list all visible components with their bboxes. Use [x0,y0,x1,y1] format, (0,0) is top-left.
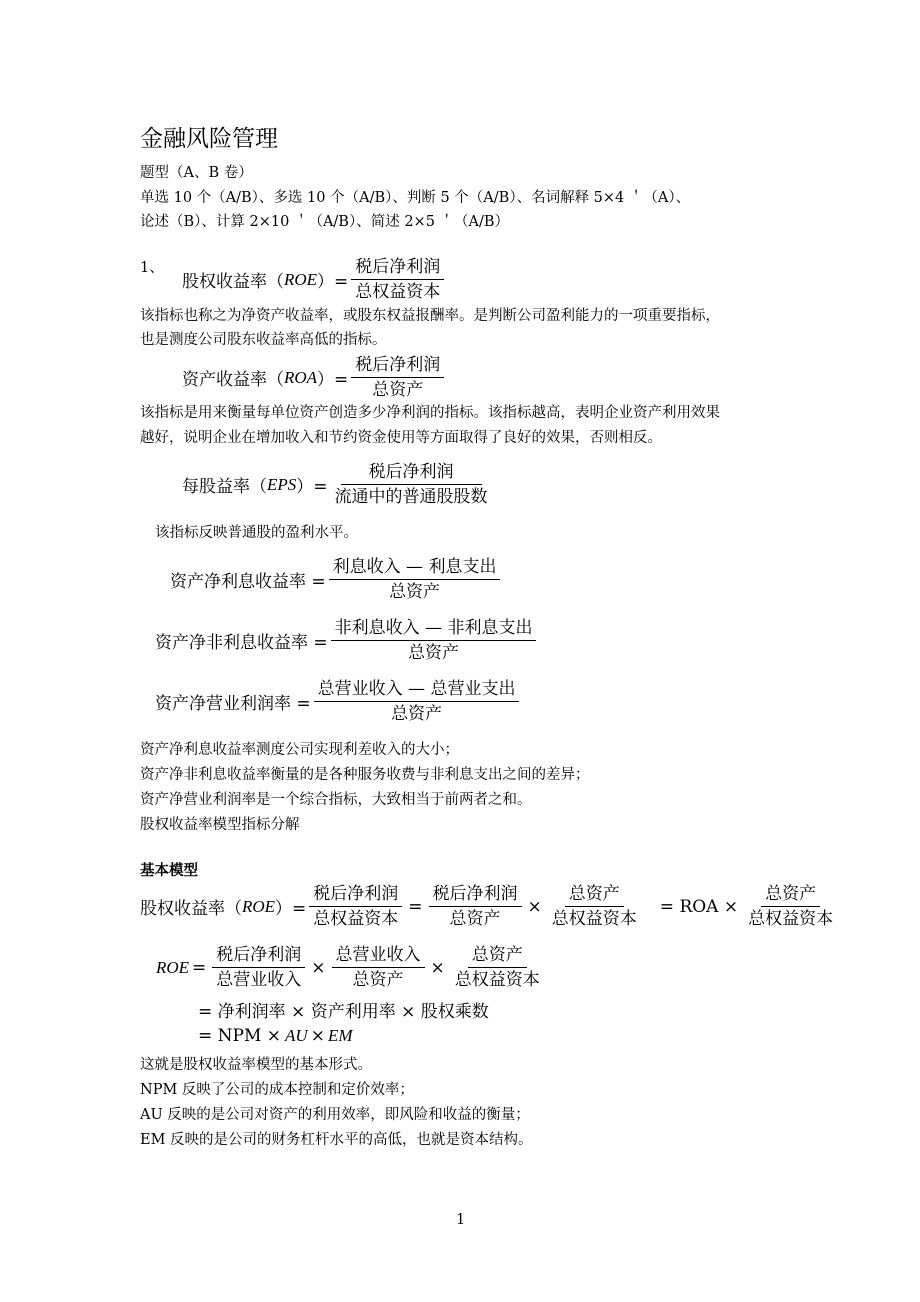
equals-sign: = [408,896,423,917]
model-eq1-frac3 [548,883,641,930]
numerator: 总资产 [761,883,820,907]
eps-formula [182,461,495,508]
roa-formula [182,354,447,401]
numerator: 总资产 [468,944,527,968]
note-line: 资产净利息收益率测度公司实现利差收入的大小； [140,742,459,758]
eps-numerator: 税后净利润 [341,461,482,485]
roa-close: ）= [317,370,349,390]
nom-numerator: 总营业收入 — 总营业支出 [314,678,520,702]
eps-denominator: 流通中的普通股股数 [334,487,488,507]
note-line: 股权收益率模型指标分解 [140,817,300,833]
exam-type: 题型（A、B 卷） [140,165,253,181]
model-desc-line: NPM 反映了公司的成本控制和定价效率； [140,1082,414,1098]
nom-label: 资产净营业利润率 = [155,694,311,714]
denominator: 总权益资本 [313,909,399,929]
eps-label: 每股益率（ [182,477,267,497]
model-eq2-line3 [198,1026,353,1046]
numerator: 税后净利润 [212,944,305,968]
roa-numerator: 税后净利润 [351,354,444,378]
denominator: 总权益资本 [551,909,637,929]
nim-numerator: 利息收入 — 利息支出 [329,556,501,580]
eps-fraction [331,461,492,508]
roe-label: 股权收益率（ [182,272,284,292]
model-eq2-line3-a: = NPM × [198,1026,282,1046]
model-eq2 [156,944,547,991]
nnim-denominator: 总资产 [408,643,460,663]
model-heading: 基本模型 [140,862,198,879]
nnim-fraction [331,617,537,664]
page-number: 1 [456,1212,466,1228]
item-number: 1、 [140,260,164,276]
equals-sign: = [192,957,207,978]
eps-close: ）= [296,477,328,497]
nim-formula [170,556,503,603]
times-sign: × [430,957,445,978]
eps-desc: 该指标反映普通股的盈利水平。 [155,525,358,541]
model-eq1-abbr: ROE [242,896,276,916]
roe-desc-1: 该指标也称之为净资产收益率，或股东权益报酬率。是判断公司盈利能力的一项重要指标， [140,308,720,324]
nnim-formula [155,617,539,664]
nnim-numerator: 非利息收入 — 非利息支出 [331,617,537,641]
model-eq1-label: 股权收益率（ [140,899,242,919]
model-eq1-frac4 [744,883,837,930]
denominator: 总营业收入 [216,970,302,990]
denominator: 总资产 [352,970,404,990]
model-desc-line: 这就是股权收益率模型的基本形式。 [140,1057,372,1073]
roa-label: 资产收益率（ [182,370,284,390]
model-eq2-line3-c: × [310,1026,325,1046]
model-eq2-frac1 [212,944,305,991]
times-sign: × [527,896,542,917]
roa-denominator: 总资产 [372,380,424,400]
nom-denominator: 总资产 [391,704,443,724]
nom-formula [155,678,522,725]
roe-desc-2: 也是测度公司股东收益率高低的指标。 [140,332,387,348]
nom-fraction [314,678,520,725]
roe-formula [182,256,447,303]
model-eq2-lhs: ROE [156,957,190,977]
model-eq1-frac1 [309,883,402,930]
denominator: 总权益资本 [454,970,540,990]
nnim-label: 资产净非利息收益率 = [155,633,328,653]
nim-fraction [329,556,501,603]
model-eq1-frac2 [429,883,522,930]
model-eq2-line3-d: EM [327,1026,353,1045]
roe-abbr: ROE [284,269,318,289]
numerator: 税后净利润 [429,883,522,907]
roe-numerator: 税后净利润 [351,256,444,280]
note-line: 资产净营业利润率是一个综合指标，大致相当于前两者之和。 [140,792,532,808]
page-title: 金融风险管理 [140,126,278,152]
numerator: 税后净利润 [309,883,402,907]
roe-close: ）= [317,272,349,292]
roa-abbr: ROA [284,367,318,387]
roe-fraction [351,256,444,303]
model-eq1-close: ）= [275,899,307,919]
times-sign: × [311,957,326,978]
denominator: 总权益资本 [748,909,834,929]
model-eq2-frac3 [451,944,544,991]
roa-desc-2: 越好，说明企业在增加收入和节约资金使用等方面取得了良好的效果，否则相反。 [140,430,662,446]
nim-denominator: 总资产 [389,582,441,602]
eps-abbr: EPS [267,474,297,494]
roa-fraction [351,354,444,401]
numerator: 总营业收入 [332,944,425,968]
note-line: 资产净非利息收益率衡量的是各种服务收费与非利息支出之间的差异； [140,767,590,783]
model-eq2-frac2 [332,944,425,991]
roe-denominator: 总权益资本 [355,282,441,302]
exam-line-2: 论述（B）、计算 2×10 ＇（A/B）、简述 2×5 ＇（A/B） [140,214,510,230]
model-desc-line: AU 反映的是公司对资产的利用效率，即风险和收益的衡量； [140,1107,530,1123]
model-desc-line: EM 反映的是公司的财务杠杆水平的高低，也就是资本结构。 [140,1132,533,1148]
denominator: 总资产 [449,909,501,929]
numerator: 总资产 [565,883,624,907]
model-eq2-line2: = 净利润率 × 资产利用率 × 股权乘数 [198,1002,489,1022]
model-eq1-roa: = ROA × [659,896,739,917]
roa-desc-1: 该指标是用来衡量每单位资产创造多少净利润的指标。该指标越高，表明企业资产利用效果 [140,405,720,421]
exam-line-1: 单选 10 个（A/B）、多选 10 个（A/B）、判断 5 个（A/B）、名词解释 5×4 ＇（A）、 [140,190,691,206]
model-eq1 [140,883,840,930]
nim-label: 资产净利息收益率 = [170,572,326,592]
model-eq2-line3-b: AU [285,1026,308,1045]
